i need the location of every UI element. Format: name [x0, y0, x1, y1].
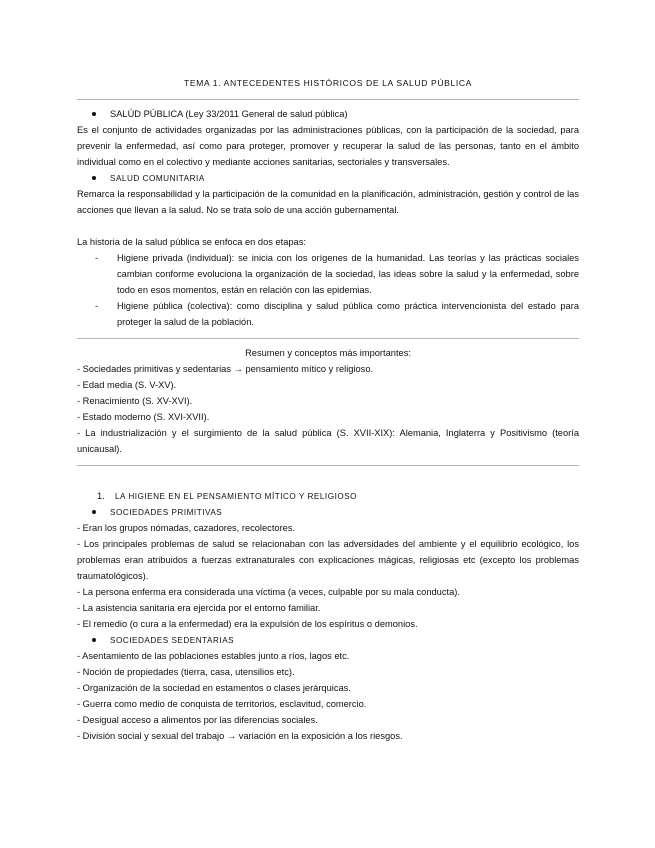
bullet-salud-comunitaria — [77, 170, 579, 186]
summary-item: - Edad media (S. V-XV). — [77, 380, 177, 390]
divider — [77, 99, 579, 100]
summary-item: - Renacimiento (S. XV-XVI). — [77, 396, 193, 406]
bullet-salud-publica — [77, 106, 579, 122]
list-item: - Desigual acceso a alimentos por las diferencias sociales. — [77, 715, 318, 725]
list-item: - Noción de propiedades (tierra, casa, utensilios etc). — [77, 667, 295, 677]
section-heading — [77, 488, 579, 504]
definition-text: Es el conjunto de actividades organizadas por las administraciones públicas, con la participación de la sociedad, para prevenir la enfermedad, así como para proteger, promover y recuperar la salud de las personas, tanto en el ámbito individual como en el colectivo y mediante acciones sanitarias, sectoriales y transversales. — [77, 125, 579, 167]
summary-item: - Sociedades primitivas y sedentarias → pensamiento mítico y religioso. — [77, 364, 374, 374]
bullet-heading: SALÚD PÚBLICA (Ley 33/2011 General de salud pública) — [110, 109, 348, 119]
stage-text: Higiene pública (colectiva): como disciplina y salud pública como práctica intervencionista del estado para proteger la salud de la población. — [117, 301, 579, 327]
list-item: - Asentamiento de las poblaciones estables junto a ríos, lagos etc. — [77, 651, 350, 661]
section-number: 1. — [97, 491, 105, 501]
subsection-title: SOCIEDADES PRIMITIVAS — [110, 508, 223, 517]
list-item: - Guerra como medio de conquista de territorios, esclavitud, comercio. — [77, 699, 367, 709]
bullet-sedentarias — [77, 632, 579, 648]
page-title: TEMA 1. ANTECEDENTES HISTÓRICOS DE LA SALUD PÚBLICA — [184, 78, 472, 88]
bullet-heading: SALUD COMUNITARIA — [110, 174, 205, 183]
list-item: - El remedio (o cura a la enfermedad) era la expulsión de los espíritus o demonios. — [77, 619, 418, 629]
document-body — [77, 75, 579, 744]
bullet-icon — [92, 638, 96, 642]
subsection-title: SOCIEDADES SEDENTARIAS — [110, 636, 235, 645]
list-item: - División social y sexual del trabajo → variación en la exposición a los riesgos. — [77, 731, 403, 741]
bullet-icon — [92, 176, 96, 180]
list-item: - Higiene privada (individual): se inicia con los orígenes de la humanidad. Las teorías y las prácticas sociales cambian conforme evoluciona la organización de la sociedad, las ideas sobre la salud y la enfermedad, sobre todo en esos momentos, están en relación con las epidemias. — [77, 250, 579, 298]
list-item: - La persona enferma era considerada una víctima (a veces, culpable por su mala conducta). — [77, 587, 460, 597]
divider — [77, 465, 579, 466]
list-item: - La asistencia sanitaria era ejercida por el entorno familiar. — [77, 603, 321, 613]
list-item: - Eran los grupos nómadas, cazadores, recolectores. — [77, 523, 296, 533]
section-title: LA HIGIENE EN EL PENSAMIENTO MÍTICO Y RELIGIOSO — [115, 492, 358, 501]
summary-heading: Resumen y conceptos más importantes: — [245, 348, 411, 358]
summary-item: - La industrialización y el surgimiento de la salud pública (S. XVII-XIX): Alemania, Inglaterra y Positivismo (teoría unicausal). — [77, 428, 579, 454]
list-item: - Organización de la sociedad en estamentos o clases jerárquicas. — [77, 683, 351, 693]
definition-text: Remarca la responsabilidad y la participación de la comunidad en la planificación, administración, gestión y control de las acciones que llevan a la salud. No se trata solo de una acción gubernamental. — [77, 189, 579, 215]
list-item: - Higiene pública (colectiva): como disciplina y salud pública como práctica intervencionista del estado para proteger la salud de la población. — [77, 298, 579, 330]
divider — [77, 338, 579, 339]
stage-text: Higiene privada (individual): se inicia con los orígenes de la humanidad. Las teorías y las prácticas sociales cambian conforme evoluciona la organización de la sociedad, las ideas sobre la salud y la enfermedad, sobre todo en esos momentos, están en relación con las epidemias. — [117, 253, 579, 295]
bullet-icon — [92, 112, 96, 116]
stages-intro: La historia de la salud pública se enfoca en dos etapas: — [77, 237, 306, 247]
bullet-primitivas — [77, 504, 579, 520]
list-item: - Los principales problemas de salud se relacionaban con las adversidades del ambiente y el equilibrio ecológico, los problemas eran atribuidos a fuerzas extranaturales con explicaciones mágicas, religiosas etc (excepto los problemas traumatológicos). — [77, 539, 579, 581]
summary-item: - Estado moderno (S. XVI-XVII). — [77, 412, 210, 422]
bullet-icon — [92, 510, 96, 514]
